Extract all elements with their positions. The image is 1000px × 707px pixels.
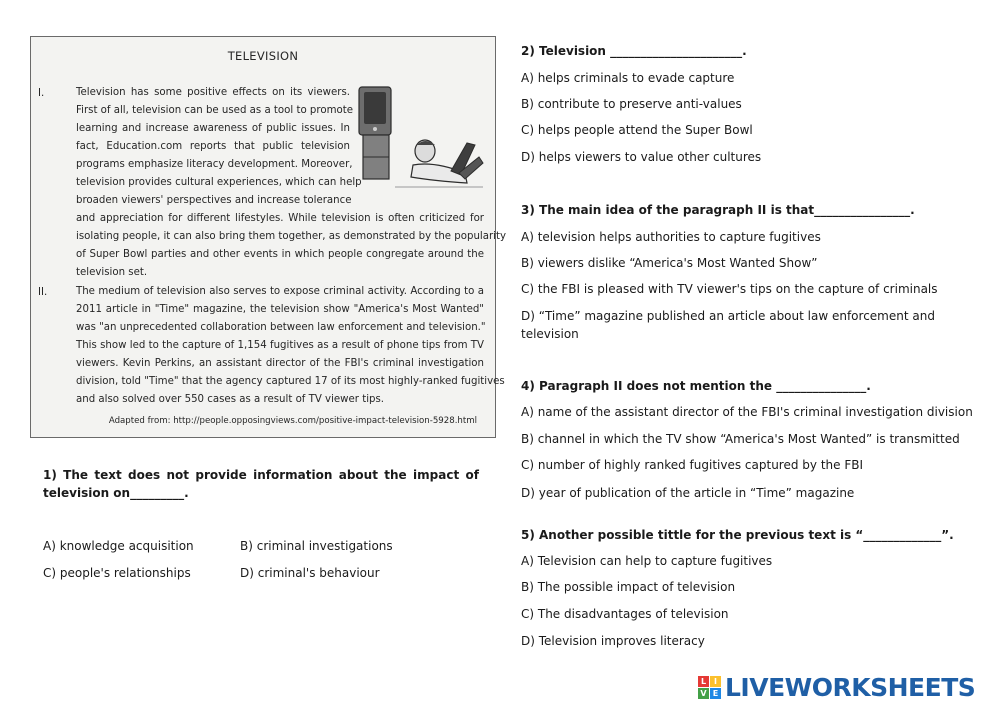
question-1-option-c[interactable]: C) people's relationships	[43, 566, 191, 580]
source-citation: Adapted from: http://people.opposingviews.com/positive-impact-television-5928.html	[108, 416, 477, 426]
question-5-option-a[interactable]: A) Television can help to capture fugitives	[521, 554, 773, 568]
question-3-option-d-continued[interactable]: television	[521, 327, 579, 341]
question-5-option-b[interactable]: B) The possible impact of television	[521, 580, 736, 594]
paragraph-1-line: programs emphasize literacy development. Moreover,	[76, 159, 353, 170]
question-1-option-a[interactable]: A) knowledge acquisition	[43, 539, 194, 553]
question-3-option-c[interactable]: C) the FBI is pleased with TV viewer's tips on the capture of criminals	[521, 282, 938, 296]
paragraph-2-line: This show led to the capture of 1,154 fugitives as a result of phone tips from TV	[76, 340, 484, 351]
paragraph-1-line: of Super Bowl parties and other events in which people congregate around the	[76, 249, 484, 260]
paragraph-2-line: division, told "Time" that the agency captured 17 of its most highly-ranked fugitives	[76, 376, 505, 387]
question-2-option-c[interactable]: C) helps people attend the Super Bowl	[521, 123, 753, 137]
tv-viewer-illustration-icon	[355, 83, 487, 195]
paragraph-1-line: isolating people, it can also bring them together, as demonstrated by the popularity	[76, 231, 507, 242]
paragraph-1-line: television set.	[76, 267, 148, 278]
question-5-option-c[interactable]: C) The disadvantages of television	[521, 607, 729, 621]
liveworksheets-mark-icon	[698, 676, 721, 699]
question-4-option-c[interactable]: C) number of highly ranked fugitives captured by the FBI	[521, 458, 863, 472]
paragraph-2-line: was "an unprecedented collaboration between law enforcement and television."	[76, 322, 486, 333]
reading-passage-scan	[30, 36, 507, 438]
paragraph-2-line: viewers. Kevin Perkins, an assistant director of the FBI's criminal investigation	[76, 358, 484, 369]
question-4: 4) Paragraph II does not mention the _______________.	[521, 379, 871, 393]
question-1-option-b[interactable]: B) criminal investigations	[240, 539, 393, 553]
question-2: 2) Television ______________________.	[521, 44, 747, 58]
question-3-option-a[interactable]: A) television helps authorities to capture fugitives	[521, 230, 821, 244]
question-4-option-b[interactable]: B) channel in which the TV show “America's Most Wanted” is transmitted	[521, 432, 960, 446]
question-4-option-a[interactable]: A) name of the assistant director of the FBI's criminal investigation division	[521, 405, 973, 419]
paragraph-1-line: television provides cultural experiences, which can help	[76, 177, 362, 188]
question-2-option-b[interactable]: B) contribute to preserve anti-values	[521, 97, 742, 111]
paragraph-1-line: fact, Education.com reports that public television	[76, 141, 350, 152]
paragraph-1-line: broaden viewers' perspectives and increase tolerance	[76, 195, 352, 206]
question-4-option-d[interactable]: D) year of publication of the article in “Time” magazine	[521, 486, 855, 500]
question-2-option-d[interactable]: D) helps viewers to value other cultures	[521, 150, 762, 164]
logo-mark-tile: L	[698, 676, 709, 687]
paragraph-1-line: Television has some positive effects on its viewers.	[76, 87, 350, 98]
question-3-option-b[interactable]: B) viewers dislike “America's Most Wanted Show”	[521, 256, 818, 270]
question-3: 3) The main idea of the paragraph II is that________________.	[521, 203, 915, 217]
paragraph-1-line: First of all, television can be used as a tool to promote	[76, 105, 353, 116]
question-1-text-line: television on_________.	[43, 486, 189, 500]
question-1-option-d[interactable]: D) criminal's behaviour	[240, 566, 380, 580]
logo-mark-tile: V	[698, 688, 709, 699]
question-5-option-d[interactable]: D) Television improves literacy	[521, 634, 705, 648]
logo-mark-tile: E	[710, 688, 721, 699]
question-3-option-d[interactable]: D) “Time” magazine published an article about law enforcement and	[521, 309, 935, 323]
passage-title: TELEVISION	[227, 49, 299, 63]
logo-wordmark: LIVEWORKSHEETS	[725, 672, 976, 702]
paragraph-1-line: learning and increase awareness of public issues. In	[76, 123, 350, 134]
question-5: 5) Another possible tittle for the previous text is “_____________”.	[521, 528, 954, 542]
question-2-option-a[interactable]: A) helps criminals to evade capture	[521, 71, 735, 85]
question-1-text-line: 1) The text does not provide information about the impact of	[43, 468, 479, 482]
question-1	[43, 466, 479, 502]
paragraph-2-line: 2011 article in "Time" magazine, the television show "America's Most Wanted"	[76, 304, 484, 315]
paragraph-1-marker: I.	[38, 88, 45, 99]
logo-mark-tile: I	[710, 676, 721, 687]
paragraph-1-line: and appreciation for different lifestyles. While television is often criticized for	[76, 213, 484, 224]
liveworksheets-logo	[698, 672, 975, 702]
paragraph-2-marker: II.	[38, 287, 48, 298]
paragraph-2-line: and also solved over 550 cases as a result of TV viewer tips.	[76, 394, 385, 405]
paragraph-2-line: The medium of television also serves to expose criminal activity. According to a	[76, 286, 484, 297]
